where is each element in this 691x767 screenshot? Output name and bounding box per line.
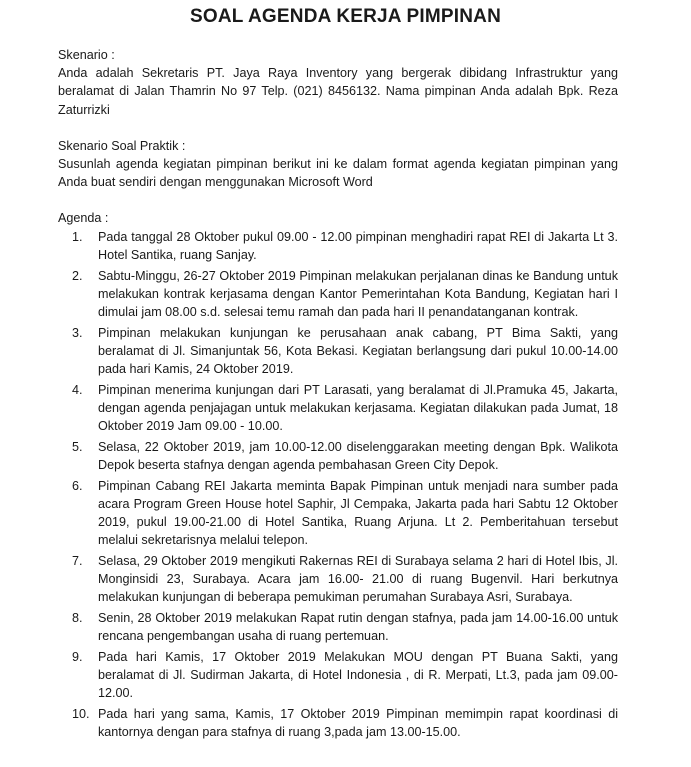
list-item-number: 4. <box>72 382 83 397</box>
skenario-section <box>58 46 618 119</box>
agenda-list <box>58 228 618 743</box>
list-item-text: Pimpinan menerima kunjungan dari PT Larasati, yang beralamat di Jl.Pramuka 45, Jakarta, dengan agenda penjajagan untuk melakukan kerjasama. Kegiatan dilakukan pada Jumat, 18 Oktober 2019 Jam 09.00 - 10.00. <box>98 382 618 434</box>
list-item-text: Pimpinan melakukan kunjungan ke perusahaan anak cabang, PT Bima Sakti, yang beralamat di Jl. Simanjuntak 56, Kota Bekasi. Kegiatan berlangsung dari pukul 10.00-14.00 pada hari Kamis, 24 Oktober 2019. <box>98 325 618 377</box>
list-item-number: 3. <box>72 325 83 340</box>
list-item <box>58 381 618 436</box>
list-item-number: 1. <box>72 230 83 244</box>
skenario-praktik-label: Skenario Soal Praktik : <box>58 139 186 153</box>
list-item-number: 2. <box>72 268 83 283</box>
list-item <box>58 552 618 607</box>
list-item-number: 9. <box>72 649 83 664</box>
list-item-text: Pada hari Kamis, 17 Oktober 2019 Melakukan MOU dengan PT Buana Sakti, yang beralamat di Jl. Sudirman Jakarta, di Hotel Indonesia , di R. Merpati, Lt.3, pada jam 09.00-12.00. <box>98 649 618 700</box>
list-item-text: Selasa, 22 Oktober 2019, jam 10.00-12.00 diselenggarakan meeting dengan Bpk. Walikota Depok beserta stafnya dengan agenda pembahasan Green City Depok. <box>98 439 618 472</box>
list-item-text: Selasa, 29 Oktober 2019 mengikuti Rakernas REI di Surabaya selama 2 hari di Hotel Ibis, Jl. Monginsidi 23, Surabaya. Acara jam 16.00- 21.00 di ruang Bugenvil. Hari berkutnya melakukan kunjungan di beberapa pemukiman perumahan Surabaya Asri, Surabaya. <box>98 553 618 605</box>
list-item <box>58 438 618 474</box>
list-item-number: 5. <box>72 439 83 454</box>
list-item-text: Pada hari yang sama, Kamis, 17 Oktober 2019 Pimpinan memimpin rapat koordinasi di kantornya dengan para stafnya di ruang 3,pada jam 13.00-15.00. <box>98 706 618 739</box>
list-item <box>58 228 618 264</box>
skenario-text: Anda adalah Sekretaris PT. Jaya Raya Inventory yang bergerak dibidang Infrastruktur yang beralamat di Jalan Thamrin No 97 Telp. (021) 8456132. Nama pimpinan Anda adalah Bpk. Reza Zaturrizki <box>58 66 618 117</box>
page-title: SOAL AGENDA KERJA PIMPINAN <box>190 6 501 27</box>
list-item <box>58 705 618 741</box>
list-item <box>58 324 618 379</box>
list-item <box>58 648 618 703</box>
list-item-text: Pimpinan Cabang REI Jakarta meminta Bapak Pimpinan untuk menjadi nara sumber pada acara Program Green House hotel Saphir, Jl Cempaka, Jakarta pada hari Sabtu 12 Oktober 2019, pukul 19.00-21.00 di Hotel Santika, Ruang Arjuna. Lt 2. Pemberitahuan tersebut melalui sekretarisnya melalui telepon. <box>98 478 618 548</box>
skenario-label: Skenario : <box>58 48 115 62</box>
list-item-number: 8. <box>72 610 83 625</box>
list-item-text: Senin, 28 Oktober 2019 melakukan Rapat rutin dengan stafnya, pada jam 14.00-16.00 untuk rencana pengembangan usaha di ruang pertemuan. <box>98 610 618 643</box>
list-item-number: 6. <box>72 478 83 493</box>
list-item-text: Pada tanggal 28 Oktober pukul 09.00 - 12.00 pimpinan menghadiri rapat REI di Jakarta Lt 3. Hotel Santika, ruang Sanjay. <box>98 230 618 263</box>
list-item <box>58 267 618 322</box>
skenario-praktik-text: Susunlah agenda kegiatan pimpinan berikut ini ke dalam format agenda kegiatan pimpinan yang Anda buat sendiri dengan menggunakan Microsoft Word <box>58 157 618 190</box>
list-item-number: 10. <box>72 706 90 721</box>
list-item-text: Sabtu-Minggu, 26-27 Oktober 2019 Pimpinan melakukan perjalanan dinas ke Bandung untuk melakukan kontrak kerjasama dengan Kantor Pemerintahan Kota Bandung, Kegiatan hari I dimulai jam 08.00 s.d. selesai temu ramah dan pada hari II penandatanganan kontrak. <box>98 268 618 320</box>
list-item-number: 7. <box>72 553 83 568</box>
agenda-label-text: Agenda : <box>58 211 109 225</box>
agenda-label <box>58 209 618 227</box>
list-item <box>58 609 618 645</box>
skenario-praktik-section <box>58 137 618 192</box>
list-item <box>58 477 618 550</box>
